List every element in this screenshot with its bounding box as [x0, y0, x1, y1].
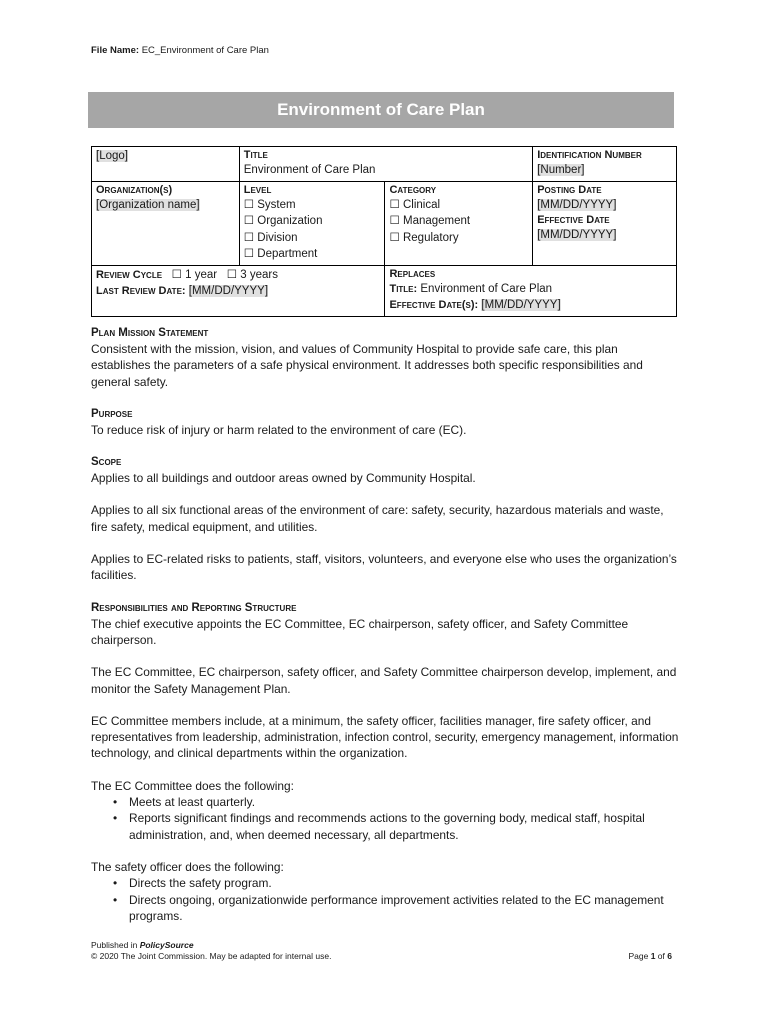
dates-cell: [533, 181, 677, 265]
scope-heading: Scope: [91, 456, 122, 469]
file-name-label: File Name:: [91, 45, 140, 56]
posting-date-value[interactable]: [MM/DD/YYYY]: [537, 198, 617, 211]
review-cell: [92, 265, 385, 316]
list-item: • Reports significant findings and recommends actions to the governing body, medical staff, hospital administration, and, when deemed necessary, all departments.: [91, 810, 679, 843]
replaces-title-label: Title:: [389, 282, 418, 295]
mission-text: Consistent with the mission, vision, and values of Community Hospital to provide safe care, this plan establishes the parameters of a safe physical environment. It addresses both specific responsibilities and general safety.: [91, 342, 643, 389]
scope-paragraph: Applies to all six functional areas of the environment of care: safety, security, hazardous materials and waste, fire safety, medical equipment, and utilities.: [91, 503, 664, 534]
organization-value[interactable]: [Organization name]: [96, 198, 200, 211]
level-option-division[interactable]: ☐ Division: [243, 231, 298, 244]
ec-committee-list: [91, 794, 679, 843]
identification-cell: [533, 147, 677, 182]
replaces-cell: [385, 265, 677, 316]
review-option-3-years[interactable]: ☐ 3 years: [226, 268, 278, 281]
file-name-value: EC_Environment of Care Plan: [141, 45, 269, 56]
level-option-department[interactable]: ☐ Department: [243, 248, 318, 260]
list-item: • Directs ongoing, organizationwide performance improvement activities related to the EC management programs.: [91, 892, 679, 925]
responsibilities-paragraph: The chief executive appoints the EC Committee, EC chairperson, safety officer, and Safety Committee chairperson.: [91, 616, 629, 647]
file-name-line: [91, 45, 269, 56]
posting-date-label: Posting Date: [537, 183, 602, 196]
logo-cell: [92, 147, 240, 182]
checkbox-icon[interactable]: ☐: [243, 198, 255, 211]
identification-label: Identification Number: [537, 149, 642, 161]
last-review-label: Last Review Date:: [96, 285, 186, 297]
review-option-1-year[interactable]: ☐ 1 year: [171, 268, 218, 281]
scope-paragraph: Applies to EC-related risks to patients, staff, visitors, volunteers, and everyone else who uses the organization’s facilities.: [91, 552, 677, 583]
effective-date-value[interactable]: [MM/DD/YYYY]: [537, 229, 617, 241]
organization-label: Organization(s): [96, 183, 173, 196]
scope-paragraph: Applies to all buildings and outdoor areas owned by Community Hospital.: [91, 471, 476, 486]
category-option-regulatory[interactable]: ☐ Regulatory: [389, 231, 459, 244]
checkbox-icon[interactable]: ☐: [226, 268, 238, 281]
effective-date-label: Effective Date: [537, 214, 610, 226]
title-cell: [239, 147, 532, 182]
document-body: [91, 325, 679, 940]
category-option-clinical[interactable]: ☐ Clinical: [389, 198, 441, 211]
responsibilities-paragraph: EC Committee members include, at a minimum, the safety officer, facilities manager, fire safety officer, and representatives from leadership, administration, infection control, security, emergency management, information technology, and clinical departments within the organization.: [91, 713, 679, 761]
level-option-system[interactable]: ☐ System: [243, 198, 296, 211]
mission-heading: Plan Mission Statement: [91, 327, 209, 339]
last-review-value[interactable]: [MM/DD/YYYY]: [188, 285, 269, 297]
published-prefix: Published in: [91, 940, 138, 950]
level-label: Level: [243, 183, 272, 196]
organization-cell: [92, 181, 240, 265]
checkbox-icon[interactable]: ☐: [389, 198, 400, 211]
level-option-organization[interactable]: ☐ Organization: [243, 215, 323, 227]
document-title: Environment of Care Plan: [277, 100, 485, 119]
level-cell: [239, 181, 385, 265]
purpose-text: To reduce risk of injury or harm related to the environment of care (EC).: [91, 422, 467, 437]
identification-value[interactable]: [Number]: [537, 164, 585, 176]
metadata-table: [91, 146, 677, 317]
replaces-effective-value[interactable]: [MM/DD/YYYY]: [481, 299, 561, 311]
checkbox-icon[interactable]: ☐: [243, 215, 255, 227]
copyright-text: © 2020 The Joint Commission. May be adapted for internal use.: [91, 951, 332, 961]
purpose-heading: Purpose: [91, 407, 133, 420]
list-item: • Directs the safety program.: [91, 875, 679, 891]
page-total: 6: [667, 951, 672, 961]
safety-officer-intro: The safety officer does the following:: [91, 859, 284, 874]
publisher-name: PolicySource: [139, 940, 194, 950]
title-label: Title: [243, 149, 268, 161]
review-cycle-label: Review Cycle: [96, 268, 163, 281]
title-value: Environment of Care Plan: [243, 164, 376, 176]
checkbox-icon[interactable]: ☐: [389, 231, 400, 244]
list-item: • Meets at least quarterly.: [91, 794, 679, 810]
document-title-banner: [88, 92, 674, 128]
replaces-effective-label: Effective Date(s):: [389, 299, 479, 311]
checkbox-icon[interactable]: ☐: [171, 268, 182, 281]
replaces-label: Replaces: [389, 267, 436, 280]
responsibilities-heading: Responsibilities and Reporting Structure: [91, 601, 297, 614]
page-current: 1: [650, 951, 656, 961]
category-option-management[interactable]: ☐ Management: [389, 215, 471, 227]
checkbox-icon[interactable]: ☐: [389, 215, 400, 227]
responsibilities-paragraph: The EC Committee, EC chairperson, safety officer, and Safety Committee chairperson develop, implement, and monitor the Safety Management Plan.: [91, 665, 677, 696]
safety-officer-list: [91, 875, 679, 924]
checkbox-icon[interactable]: ☐: [243, 248, 255, 260]
footer-publication: [91, 940, 331, 962]
replaces-title-value: Environment of Care Plan: [420, 282, 553, 295]
ec-committee-intro: The EC Committee does the following:: [91, 778, 294, 793]
logo-placeholder[interactable]: [Logo]: [96, 150, 128, 162]
page-number: Page 1 of 6: [628, 951, 672, 961]
category-label: Category: [389, 183, 437, 196]
checkbox-icon[interactable]: ☐: [243, 231, 255, 244]
category-cell: [385, 181, 533, 265]
